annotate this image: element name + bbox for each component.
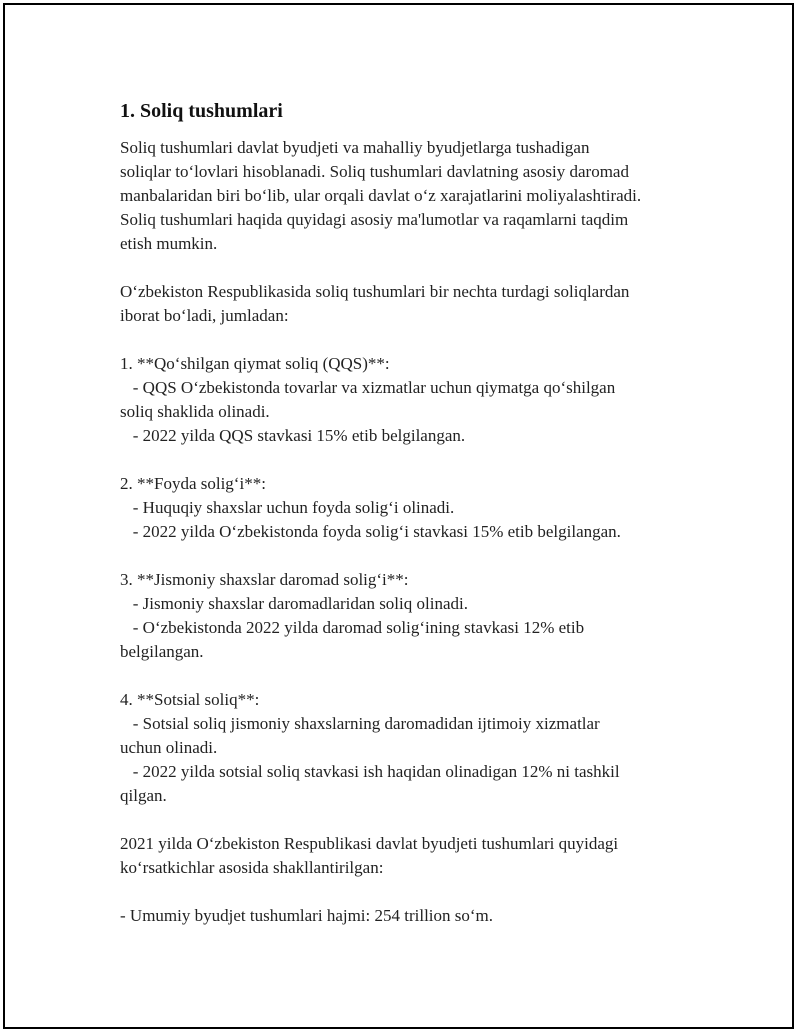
lead-paragraph: O‘zbekiston Respublikasida soliq tushumlari bir nechta turdagi soliqlardan iborat bo‘ladi, jumladan: <box>120 282 630 325</box>
tax-item-line: - O‘zbekistonda 2022 yilda daromad solig‘ining stavkasi 12% etib belgilangan. <box>120 618 585 661</box>
spacer <box>120 448 690 472</box>
spacer <box>120 328 690 352</box>
spacer <box>120 664 690 688</box>
tax-item-line: - 2022 yilda sotsial soliq stavkasi ish haqidan olinadigan 12% ni tashkil qilgan. <box>120 762 620 805</box>
tax-item-1 <box>120 352 690 448</box>
tax-item-line: - 2022 yilda QQS stavkasi 15% etib belgilangan. <box>120 426 466 445</box>
spacer <box>120 256 690 280</box>
summary-paragraph: 2021 yilda O‘zbekiston Respublikasi davlat byudjeti tushumlari quyidagi ko‘rsatkichlar asosida shakllantirilgan: <box>120 834 619 877</box>
tax-item-2 <box>120 472 690 544</box>
tax-item-line: - 2022 yilda O‘zbekistonda foyda solig‘i stavkasi 15% etib belgilangan. <box>120 522 621 541</box>
tax-item-title: 3. **Jismoniy shaxslar daromad solig‘i**: <box>120 570 409 589</box>
tax-item-4 <box>120 688 690 808</box>
document-content <box>120 97 690 928</box>
tax-item-3 <box>120 568 690 664</box>
tax-item-title: 4. **Sotsial soliq**: <box>120 690 260 709</box>
tax-item-title: 2. **Foyda solig‘i**: <box>120 474 266 493</box>
tax-item-line: - Jismoniy shaxslar daromadlaridan soliq olinadi. <box>120 594 468 613</box>
section-heading: 1. Soliq tushumlari <box>120 100 283 122</box>
tax-item-line: - QQS O‘zbekistonda tovarlar va xizmatlar uchun qiymatga qo‘shilgan soliq shaklida olinadi. <box>120 378 616 421</box>
tax-item-line: - Sotsial soliq jismoniy shaxslarning daromadidan ijtimoiy xizmatlar uchun olinadi. <box>120 714 600 757</box>
final-line: - Umumiy byudjet tushumlari hajmi: 254 trillion so‘m. <box>120 906 494 925</box>
tax-item-line: - Huquqiy shaxslar uchun foyda solig‘i olinadi. <box>120 498 455 517</box>
spacer <box>120 880 690 904</box>
spacer <box>120 544 690 568</box>
intro-paragraph: Soliq tushumlari davlat byudjeti va mahalliy byudjetlarga tushadigan soliqlar to‘lovlari hisoblanadi. Soliq tushumlari davlatning asosiy daromad manbalaridan biri bo‘lib, ular orqali davlat o‘z xarajatlarini moliyalashtiradi. Soliq tushumlari haqida quyidagi asosiy ma'lumotlar va raqamlarni taqdim etish mumkin. <box>120 138 642 253</box>
tax-item-title: 1. **Qo‘shilgan qiymat soliq (QQS)**: <box>120 354 390 373</box>
spacer <box>120 808 690 832</box>
document-page <box>3 3 794 1029</box>
